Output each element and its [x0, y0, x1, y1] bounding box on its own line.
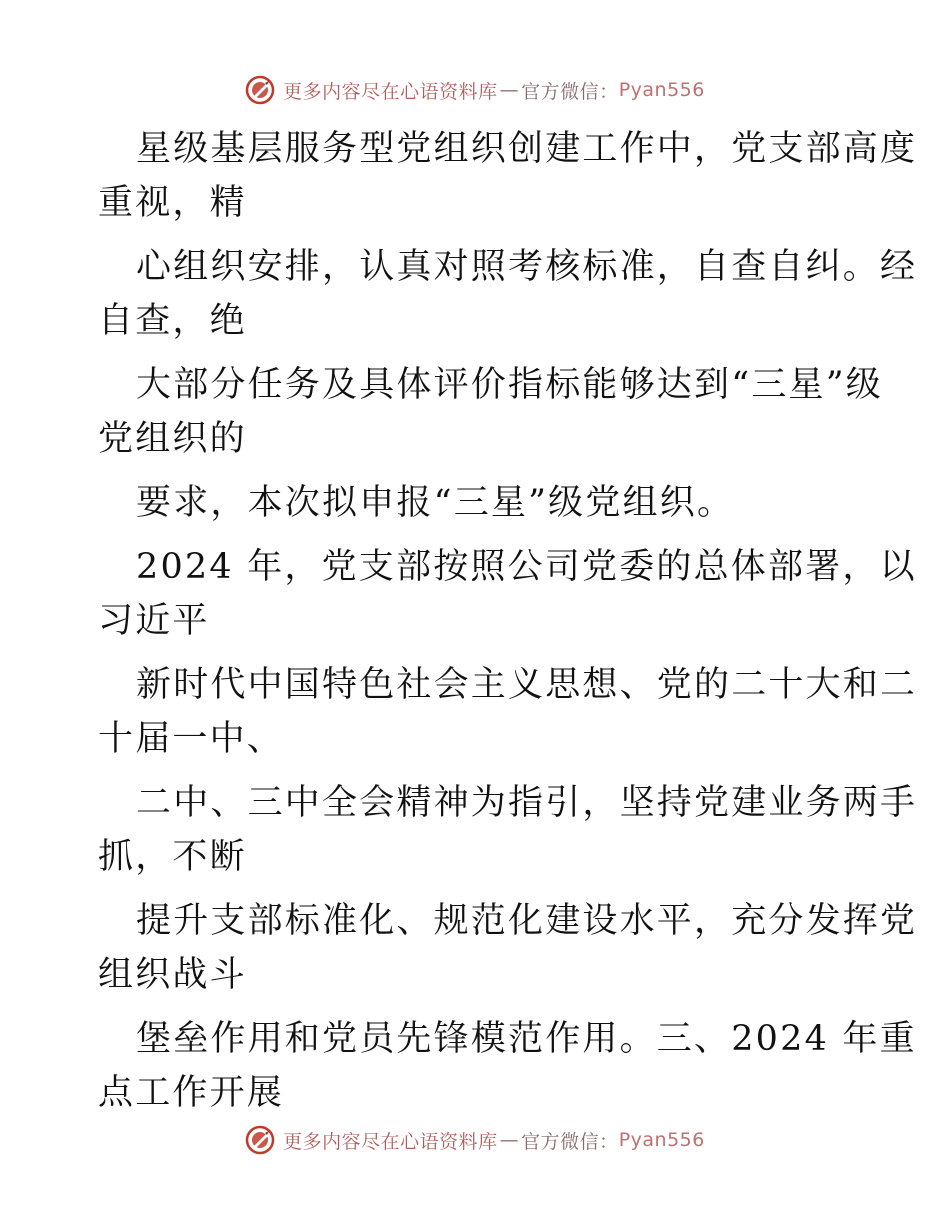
watermark-official-label: 官方微信： — [521, 1130, 619, 1153]
body-line: 党组织的 — [98, 419, 247, 459]
watermark-dash: — — [499, 79, 520, 101]
body-line: 组织战斗 — [98, 955, 247, 995]
body-line: 抓，不断 — [98, 837, 247, 877]
body-line: 提升支部标准化、规范化建设水平，充分发挥党 — [136, 901, 918, 941]
watermark-wechat-id: Pyan556 — [618, 79, 705, 101]
body-line: 大部分任务及具体评价指标能够达到“三星”级 — [136, 365, 883, 405]
pen-nib-logo-icon — [245, 75, 275, 105]
body-line: 堡垒作用和党员先锋模范作用。三、2024 年重 — [136, 1019, 917, 1059]
document-body — [98, 122, 918, 1120]
watermark-wechat-id: Pyan556 — [618, 1129, 705, 1151]
watermark-main-text: 更多内容尽在心语资料库 — [283, 80, 498, 103]
body-line: 心组织安排，认真对照考核标准，自查自纠。经 — [136, 247, 918, 287]
body-line: 要求，本次拟申报“三星”级党组织。 — [136, 483, 735, 523]
body-line: 自查，绝 — [98, 301, 247, 341]
header-watermark — [0, 68, 950, 112]
body-line: 2024 年，党支部按照公司党委的总体部署，以 — [136, 547, 917, 587]
watermark-official-label: 官方微信： — [521, 80, 619, 103]
body-line: 点工作开展 — [98, 1073, 285, 1113]
watermark-dash: — — [499, 1129, 520, 1151]
body-line: 新时代中国特色社会主义思想、党的二十大和二 — [136, 665, 918, 705]
body-line: 星级基层服务型党组织创建工作中，党支部高度 — [136, 129, 918, 169]
body-line: 习近平 — [98, 601, 210, 641]
body-line: 重视，精 — [98, 183, 247, 223]
watermark-main-text: 更多内容尽在心语资料库 — [283, 1130, 498, 1153]
pen-nib-logo-icon — [245, 1125, 275, 1155]
body-line: 十届一中、 — [98, 719, 285, 759]
footer-watermark — [0, 1118, 950, 1162]
body-line: 二中、三中全会精神为指引，坚持党建业务两手 — [136, 783, 918, 823]
